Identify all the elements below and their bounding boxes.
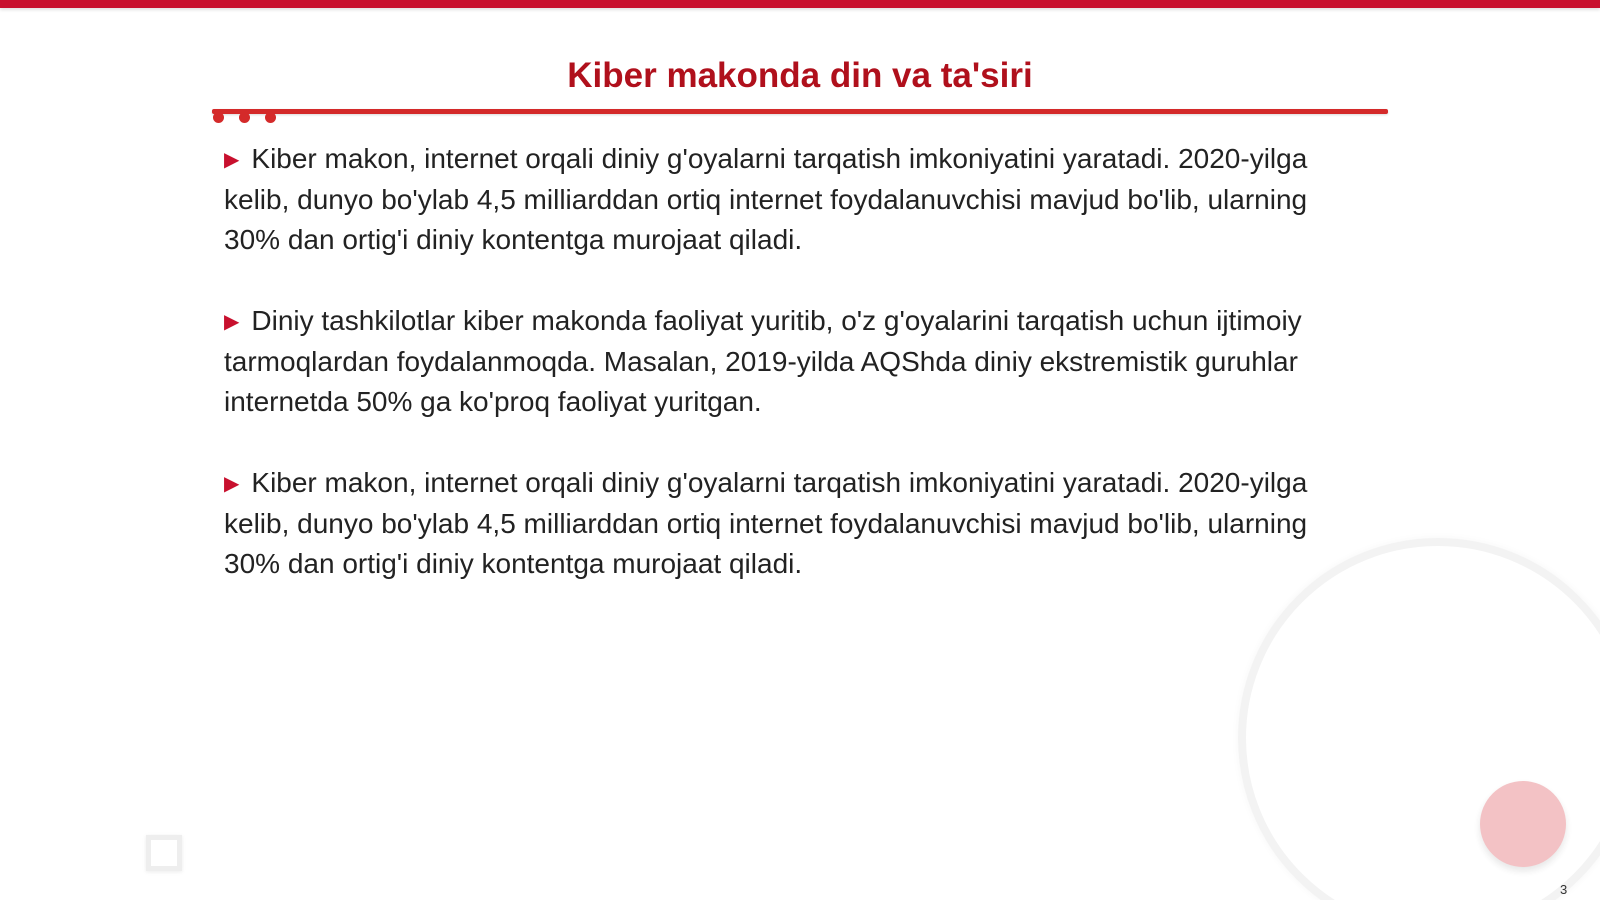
bullet-arrow-icon: ▶ bbox=[224, 311, 240, 333]
bullet-paragraph bbox=[224, 139, 1364, 260]
bullet-arrow-icon: ▶ bbox=[224, 149, 240, 171]
decorative-circle bbox=[1480, 781, 1566, 867]
bullet-paragraph bbox=[224, 463, 1364, 584]
bullet-arrow-icon: ▶ bbox=[224, 473, 240, 495]
bullet-paragraph bbox=[224, 301, 1364, 422]
title-underline bbox=[212, 109, 1388, 114]
bullet-list bbox=[224, 139, 1364, 625]
decorative-square bbox=[146, 835, 182, 871]
paragraph-text: Diniy tashkilotlar kiber makonda faoliyat yuritib, o'z g'oyalarini tarqatish uchun ijtimoiy tarmoqlardan foydalanmoqda. Masalan, 2019-yilda AQShda diniy ekstremistik guruhlar internetda 50% ga ko'proq faoliyat yuritgan. bbox=[224, 305, 1302, 417]
slide-title: Kiber makonda din va ta'siri bbox=[567, 56, 1033, 95]
paragraph-text: Kiber makon, internet orqali diniy g'oyalarni tarqatish imkoniyatini yaratadi. 2020-yilga kelib, dunyo bo'ylab 4,5 milliarddan ortiq internet foydalanuvchisi mavjud bo'lib, ularning 30% dan ortig'i diniy kontentga murojaat qiladi. bbox=[224, 467, 1308, 579]
rule-dot bbox=[265, 112, 276, 123]
top-accent-bar bbox=[0, 0, 1600, 8]
rule-dot bbox=[213, 112, 224, 123]
paragraph-text: Kiber makon, internet orqali diniy g'oyalarni tarqatish imkoniyatini yaratadi. 2020-yilga kelib, dunyo bo'ylab 4,5 milliarddan ortiq internet foydalanuvchisi mavjud bo'lib, ularning 30% dan ortig'i diniy kontentga murojaat qiladi. bbox=[224, 143, 1308, 255]
page-number: 3 bbox=[1560, 882, 1568, 897]
rule-dot bbox=[239, 112, 250, 123]
